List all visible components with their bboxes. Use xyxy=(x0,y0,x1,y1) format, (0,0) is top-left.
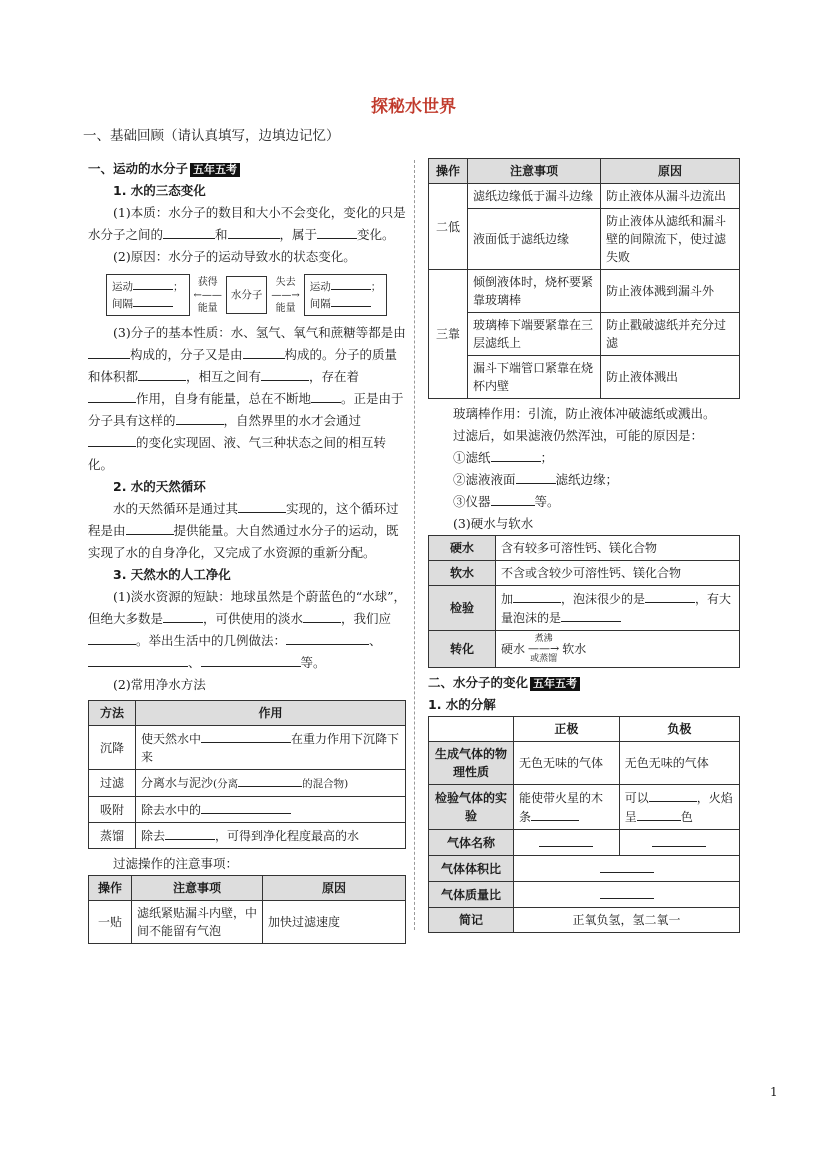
filter-table-part2 xyxy=(428,158,740,399)
fill-blank[interactable] xyxy=(176,411,224,425)
text: 的混合物) xyxy=(302,778,349,790)
arrow-right-icon: ——→ xyxy=(528,642,560,655)
fill-blank[interactable] xyxy=(311,389,341,403)
table-row xyxy=(429,184,740,209)
cell: 无色无味的气体 xyxy=(514,742,620,785)
electrolysis-table xyxy=(428,716,740,933)
text: 分离水与泥沙 xyxy=(141,776,214,790)
arrow-right-icon: ——→ xyxy=(271,289,300,301)
op-reason: 防止液体溅出 xyxy=(601,356,740,399)
th-operation: 操作 xyxy=(89,876,132,901)
text: 加 xyxy=(501,592,514,606)
fill-blank[interactable] xyxy=(303,609,341,623)
turbid-intro: 过滤后，如果滤液仍然浑浊，可能的原因是： xyxy=(453,428,704,443)
fill-blank[interactable] xyxy=(649,788,697,802)
diagram-arrow-right xyxy=(267,276,303,315)
row-label: 检验 xyxy=(429,586,496,631)
op-note: 玻璃棒下端要紧靠在三层滤纸上 xyxy=(468,313,601,356)
cell: 无色无味的气体 xyxy=(619,742,739,785)
fill-blank[interactable] xyxy=(331,295,371,307)
fill-blank[interactable] xyxy=(133,278,173,290)
fill-blank[interactable] xyxy=(238,499,286,513)
fill-blank[interactable] xyxy=(201,800,291,814)
table-row xyxy=(89,823,406,849)
diagram-label: 间隔 xyxy=(112,298,133,310)
row-label: 硬水 xyxy=(429,536,496,561)
methods-table xyxy=(88,700,406,849)
s1-2-title: 2. 水的天然循环 xyxy=(113,479,206,494)
text: ，火焰呈 xyxy=(624,791,733,824)
fill-blank[interactable] xyxy=(228,225,280,239)
th-method: 方法 xyxy=(89,701,136,726)
text: ①滤纸 xyxy=(453,450,491,465)
cell xyxy=(514,856,740,882)
text: ，泡沫很少的是 xyxy=(561,592,646,606)
text: ； xyxy=(540,450,554,465)
fill-blank[interactable] xyxy=(652,833,706,847)
fill-blank[interactable] xyxy=(88,345,130,359)
fill-blank[interactable] xyxy=(243,345,285,359)
th-empty xyxy=(429,717,514,742)
fill-blank[interactable] xyxy=(331,278,371,290)
text: 硬水 xyxy=(501,642,526,656)
text: 作用，自身有能量，总在不断地 xyxy=(136,391,312,406)
fill-blank[interactable] xyxy=(513,589,561,603)
fill-blank[interactable] xyxy=(561,608,621,622)
op-note: 滤纸边缘低于漏斗边缘 xyxy=(468,184,601,209)
arrow-label: 失去 xyxy=(275,276,296,288)
op-note: 倾倒液体时，烧杯要紧靠玻璃棒 xyxy=(468,270,601,313)
text: ，我们应 xyxy=(341,611,392,626)
section1-title: 一、运动的水分子 xyxy=(88,161,189,176)
left-column xyxy=(88,158,406,944)
fill-blank[interactable] xyxy=(600,859,654,873)
table-row xyxy=(429,313,740,356)
hard-soft-title: (3)硬水与软水 xyxy=(453,516,534,531)
table-row xyxy=(89,770,406,797)
s1-1-p2: (2)原因：水分子的运动导致水的状态变化。 xyxy=(113,249,356,264)
text: 使天然水中 xyxy=(141,732,202,746)
th-reason: 原因 xyxy=(263,876,406,901)
s1-2-p1 xyxy=(88,498,406,564)
fill-blank[interactable] xyxy=(491,492,535,506)
table-row xyxy=(429,536,740,561)
row-value: 不含或含较少可溶性钙、镁化合物 xyxy=(496,561,740,586)
text: 、 xyxy=(369,633,382,648)
s2-1-title: 1. 水的分解 xyxy=(428,697,496,712)
th-function: 作用 xyxy=(136,701,406,726)
fill-blank[interactable] xyxy=(201,653,301,667)
fill-blank[interactable] xyxy=(286,631,341,645)
table-row xyxy=(429,830,740,856)
text: 提供能量。大自然通过水分子的运动，既实现了水的自身净化，又完成了水资源的重新分配。 xyxy=(88,523,399,560)
method-name: 吸附 xyxy=(89,797,136,823)
table-row xyxy=(429,785,740,830)
row-label: 气体质量比 xyxy=(429,882,514,908)
text: 能使带火星的木条 xyxy=(519,790,604,824)
fill-blank[interactable] xyxy=(165,826,215,840)
row-label: 检验气体的实验 xyxy=(429,785,514,830)
table-row xyxy=(429,882,740,908)
text: 构成的，分子又是由 xyxy=(130,347,243,362)
filter-note: 过滤操作的注意事项： xyxy=(113,856,239,871)
text: ，相互之间有 xyxy=(186,369,262,384)
method-desc xyxy=(136,797,406,823)
section2-badge: 五年五考 xyxy=(530,677,580,691)
cell xyxy=(619,830,739,856)
text: 软水 xyxy=(562,642,587,656)
row-label: 简记 xyxy=(429,908,514,933)
fill-blank[interactable] xyxy=(163,609,203,623)
hard-soft-table xyxy=(428,535,740,668)
turbid-reason-1 xyxy=(428,447,740,469)
fill-blank[interactable] xyxy=(238,773,302,787)
text: 水的天然循环是通过其 xyxy=(113,501,239,516)
cell xyxy=(514,882,740,908)
row-label: 生成气体的物理性质 xyxy=(429,742,514,785)
text: ，有大量泡沫的是 xyxy=(501,592,732,625)
table-row xyxy=(429,742,740,785)
arrow-left-icon: ←—— xyxy=(193,289,222,301)
text: (3)分子的基本性质：水、氢气、氧气和蔗糖等都是由 xyxy=(113,325,406,340)
fill-blank[interactable] xyxy=(163,225,215,239)
method-name: 蒸馏 xyxy=(89,823,136,849)
diagram-right-box: 运动 ； 间隔 xyxy=(304,274,388,316)
table-row xyxy=(429,856,740,882)
fill-blank[interactable] xyxy=(317,225,357,239)
text: 可以 xyxy=(624,791,649,805)
op-reason: 防止戳破滤纸并充分过滤 xyxy=(601,313,740,356)
th-reason: 原因 xyxy=(601,159,740,184)
page-title: 探秘水世界 xyxy=(371,97,456,117)
th-note: 注意事项 xyxy=(468,159,601,184)
fill-blank[interactable] xyxy=(261,367,309,381)
diagram-label: 运动 xyxy=(309,281,331,293)
text: 滤纸边缘； xyxy=(555,472,619,487)
diagram-left-box: 运动 ； 间隔 xyxy=(106,274,190,316)
s1-3-title: 3. 天然水的人工净化 xyxy=(113,567,231,582)
table-row xyxy=(89,797,406,823)
diagram-center-box: 水分子 xyxy=(226,276,268,314)
op-group: 一贴 xyxy=(89,901,132,944)
page-number: 1 xyxy=(770,1085,778,1099)
fill-blank[interactable] xyxy=(201,729,291,743)
op-reason: 防止液体从漏斗边流出 xyxy=(601,184,740,209)
text: 的变化实现固、液、气三种状态之间的相互转化。 xyxy=(88,435,387,472)
text: ，可供使用的淡水 xyxy=(203,611,304,626)
text: ，存在着 xyxy=(309,369,360,384)
row-label: 转化 xyxy=(429,631,496,668)
section1-heading xyxy=(88,158,406,180)
text: 。正是由于分子具有这样的 xyxy=(88,391,404,428)
table-row xyxy=(429,631,740,668)
fill-blank[interactable] xyxy=(88,653,188,667)
text: 色 xyxy=(680,810,693,824)
text: 等。 xyxy=(300,655,326,670)
text: ，自然界里的水才会通过 xyxy=(223,413,362,428)
op-note: 漏斗下端管口紧靠在烧杯内壁 xyxy=(468,356,601,399)
arrow-label: 能量 xyxy=(275,302,296,314)
row-label: 软水 xyxy=(429,561,496,586)
arrow-label: 或蒸馏 xyxy=(530,654,558,664)
method-desc xyxy=(136,823,406,849)
method-name: 沉降 xyxy=(89,726,136,770)
table-row xyxy=(89,726,406,770)
fill-blank[interactable] xyxy=(133,295,173,307)
th-positive: 正极 xyxy=(514,717,620,742)
table-row xyxy=(429,586,740,631)
cell xyxy=(514,785,620,830)
text: 等。 xyxy=(534,494,560,509)
s1-1-title: 1. 水的三态变化 xyxy=(113,183,206,198)
text: 、 xyxy=(188,655,201,670)
arrow-label: 能量 xyxy=(197,302,218,314)
section1-badge: 五年五考 xyxy=(190,163,240,177)
fill-blank[interactable] xyxy=(531,807,579,821)
text: ③仪器 xyxy=(453,494,491,509)
op-group: 三靠 xyxy=(429,270,468,399)
fill-blank[interactable] xyxy=(600,885,654,899)
turbid-reason-2 xyxy=(428,469,740,491)
row-value xyxy=(496,586,740,631)
text: 除去水中的 xyxy=(141,803,202,817)
op-note: 液面低于滤纸边缘 xyxy=(468,209,601,270)
row-value xyxy=(496,631,740,668)
op-reason: 加快过滤速度 xyxy=(263,901,406,944)
th-negative: 负极 xyxy=(619,717,739,742)
fill-blank[interactable] xyxy=(637,807,681,821)
text: (1)本质：水分子的数目和大小不会变化，变化的只是水分子之间的 xyxy=(88,205,406,242)
fill-blank[interactable] xyxy=(491,448,541,462)
fill-blank[interactable] xyxy=(88,389,136,403)
text: 实现的，这个循环过程是由 xyxy=(88,501,399,538)
th-note: 注意事项 xyxy=(132,876,263,901)
text: (1)淡水资源的短缺：地球虽然是个蔚蓝色的“水球”，但绝大多数是 xyxy=(88,589,406,626)
s1-3-p2: (2)常用净水方法 xyxy=(113,677,206,692)
text: 变化。 xyxy=(357,227,395,242)
fill-blank[interactable] xyxy=(88,631,136,645)
op-reason: 防止液体从滤纸和漏斗壁的间隙流下，使过滤失败 xyxy=(601,209,740,270)
turbid-reason-3 xyxy=(428,491,740,513)
method-name: 过滤 xyxy=(89,770,136,797)
table-row xyxy=(429,270,740,313)
table-row xyxy=(429,561,740,586)
method-desc xyxy=(136,770,406,797)
text: (分离 xyxy=(213,778,239,790)
diagram-label: 运动 xyxy=(112,281,133,293)
fill-blank[interactable] xyxy=(645,589,695,603)
fill-blank[interactable] xyxy=(516,470,556,484)
op-group: 二低 xyxy=(429,184,468,270)
diagram-arrow-left xyxy=(190,276,226,315)
cell: 正氧负氢，氢二氧一 xyxy=(514,908,740,933)
text: 在重力作用下沉降下来 xyxy=(141,732,400,764)
section-subtitle: 一、基础回顾（请认真填写，边填边记忆） xyxy=(83,128,340,144)
text: ②滤液液面 xyxy=(453,472,516,487)
s1-1-p3 xyxy=(88,322,406,476)
table-row xyxy=(89,901,406,944)
th-operation: 操作 xyxy=(429,159,468,184)
text: ，可得到净化程度最高的水 xyxy=(215,829,360,843)
s1-1-p1 xyxy=(88,202,406,246)
fill-blank[interactable] xyxy=(138,367,186,381)
fill-blank[interactable] xyxy=(539,833,593,847)
text: 除去 xyxy=(141,829,166,843)
table-row xyxy=(429,209,740,270)
row-label: 气体体积比 xyxy=(429,856,514,882)
state-change-diagram xyxy=(106,274,406,316)
table-row xyxy=(429,908,740,933)
text: 。举出生活中的几例做法： xyxy=(136,633,287,648)
fill-blank[interactable] xyxy=(341,631,369,645)
section2-title: 二、水分子的变化 xyxy=(428,675,529,690)
diagram-label: 间隔 xyxy=(309,298,331,310)
arrow-label: 煮沸 xyxy=(534,634,553,644)
text: ，属于 xyxy=(279,227,318,242)
table-row xyxy=(429,356,740,399)
fill-blank[interactable] xyxy=(126,521,174,535)
row-label: 气体名称 xyxy=(429,830,514,856)
cell xyxy=(619,785,739,830)
op-reason: 防止液体溅到漏斗外 xyxy=(601,270,740,313)
filter-table-part1 xyxy=(88,875,406,944)
section2-heading xyxy=(428,672,740,694)
row-value: 含有较多可溶性钙、镁化合物 xyxy=(496,536,740,561)
s1-3-p1 xyxy=(88,586,406,674)
text: 构成的。分子的质量和体积都 xyxy=(88,347,398,384)
arrow-label: 获得 xyxy=(197,276,218,288)
text: 和 xyxy=(215,227,228,242)
fill-blank[interactable] xyxy=(88,433,136,447)
cell xyxy=(514,830,620,856)
op-note: 滤纸紧贴漏斗内壁，中间不能留有气泡 xyxy=(132,901,263,944)
column-divider xyxy=(414,160,416,930)
method-desc xyxy=(136,726,406,770)
glass-rod-note: 玻璃棒作用：引流，防止液体冲破滤纸或溅出。 xyxy=(453,406,716,421)
right-column xyxy=(428,158,740,933)
